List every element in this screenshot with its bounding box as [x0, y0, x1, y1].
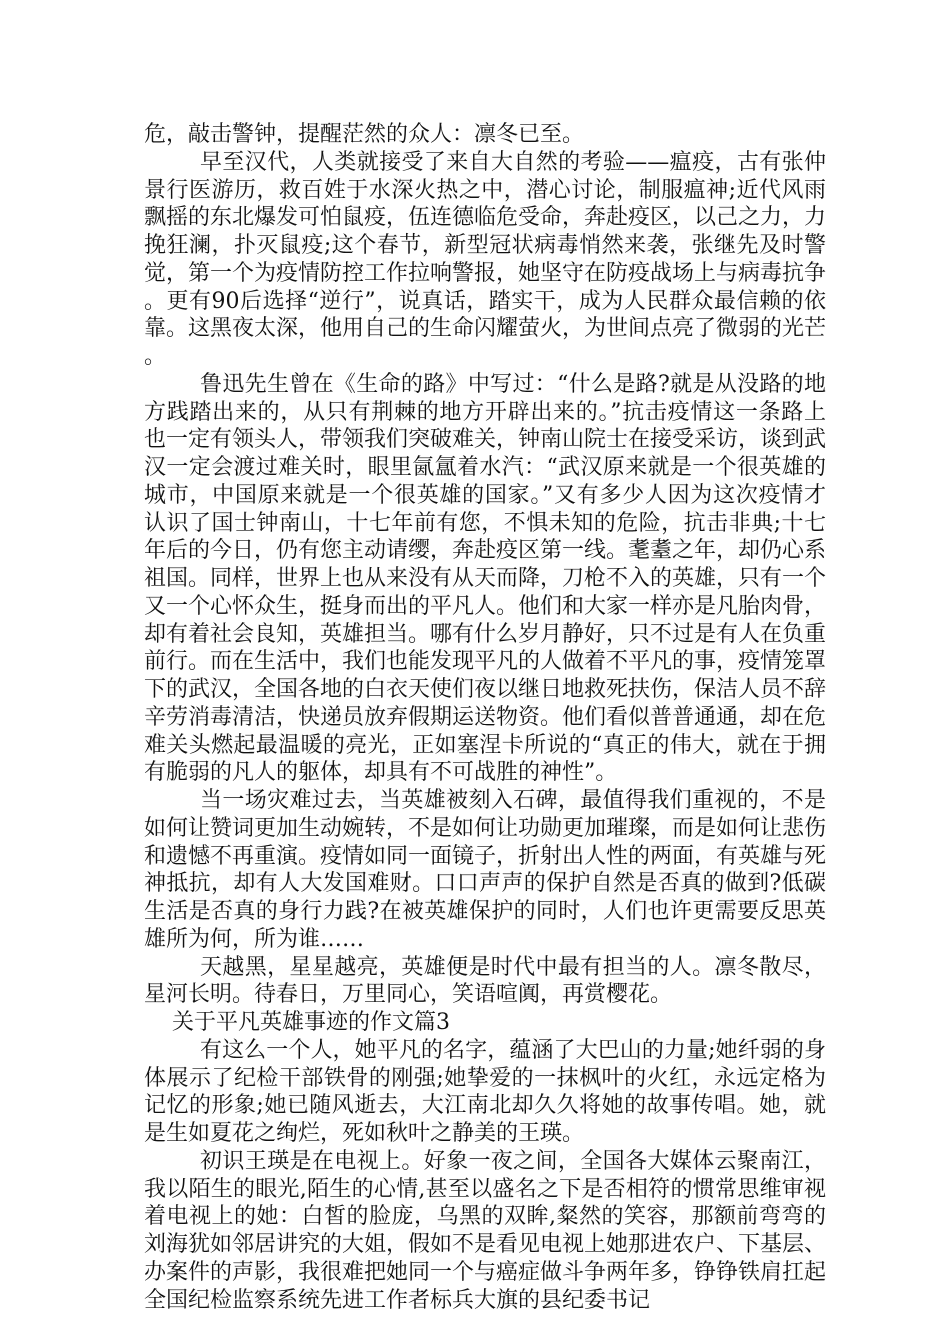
- paragraph: 早至汉代，人类就接受了来自大自然的考验——瘟疫，古有张仲景行医游历，救百姓于水深火热之中，潜心讨论，制服瘟神;近代风雨飘摇的东北爆发可怕鼠疫，伍连德临危受命，奔赴疫区，以己之力，力挽狂澜，扑灭鼠疫;这个春节，新型冠状病毒悄然来袭，张继先及时警觉，第一个为疫情防控工作拉响警报，她坚守在防疫战场上与病毒抗争。更有90后选择“逆行”，说真话，踏实干，成为人民群众最信赖的依靠。这黑夜太深，他用自己的生命闪耀萤火，为世间点亮了微弱的光芒。: [144, 149, 827, 369]
- paragraph: 当一场灾难过去，当英雄被刻入石碑，最值得我们重视的，不是如何让赞词更加生动婉转，不是如何让功勋更加璀璨，而是如何让悲伤和遗憾不再重演。疫情如同一面镜子，折射出人性的两面，有英雄与死神抵抗，却有人大发国难财。口口声声的保护自然是否真的做到?低碳生活是否真的身行力践?在被英雄保护的同时，人们也许更需要反思英雄所为何，所为谁……: [144, 788, 827, 952]
- article-body: [144, 121, 826, 1314]
- paragraph: 鲁迅先生曾在《生命的路》中写过：“什么是路?就是从没路的地方践踏出来的，从只有荆棘的地方开辟出来的。”抗击疫情这一条路上也一定有领头人，带领我们突破难关，钟南山院士在接受采访，谈到武汉一定会渡过难关时，眼里氤氲着水汽：“武汉原来就是一个很英雄的城市，中国原来就是一个很英雄的国家。”又有多少人因为这次疫情才认识了国士钟南山，十七年前有您，不惧未知的危险，抗击非典;十七年后的今日，仍有您主动请缨，奔赴疫区第一线。耄耋之年，却仍心系祖国。同样，世界上也从来没有从天而降，刀枪不入的英雄，只有一个又一个心怀众生，挺身而出的平凡人。他们和大家一样亦是凡胎肉骨，却有着社会良知，英雄担当。哪有什么岁月静好，只不过是有人在负重前行。而在生活中，我们也能发现平凡的人做着不平凡的事，疫情笼罩下的武汉，全国各地的白衣天使们夜以继日地救死扶伤，保洁人员不辞辛劳消毒清洁，快递员放弃假期运送物资。他们看似普普通通，却在危难关头燃起最温暖的亮光，正如塞涅卡所说的“真正的伟大，就在于拥有脆弱的凡人的躯体，却具有不可战胜的神性”。: [144, 371, 827, 786]
- paragraph: 初识王瑛是在电视上。好象一夜之间，全国各大媒体云聚南江，我以陌生的眼光,陌生的心情,甚至以盛名之下是否相符的惯常思维审视着电视上的她：白皙的脸庞，乌黑的双眸,粲然的笑容，那额前弯弯的刘海犹如邻居讲究的大姐，假如不是看见电视上她那进农户、下基层、办案件的声影，我很难把她同一个与癌症做斗争两年多，铮铮铁肩扛起全国纪检监察系统先进工作者标兵大旗的县纪委书记: [144, 1148, 827, 1313]
- paragraph-continuation: 危，敲击警钟，提醒茫然的众人：凛冬已至。: [144, 122, 585, 147]
- section-heading: 关于平凡英雄事迹的作文篇3: [172, 1010, 450, 1035]
- paragraph: 有这么一个人，她平凡的名字，蕴涵了大巴山的力量;她纤弱的身体展示了纪检干部铁骨的刚强;她挚爱的一抹枫叶的火红，永远定格为记忆的形象;她已随风逝去，大江南北却久久将她的故事传唱。她，就是生如夏花之绚烂，死如秋叶之静美的王瑛。: [144, 1037, 826, 1146]
- paragraph: 天越黑，星星越亮，英雄便是时代中最有担当的人。凛冬散尽，星河长明。待春日，万里同心，笑语喧阗，再赏樱花。: [144, 954, 826, 1008]
